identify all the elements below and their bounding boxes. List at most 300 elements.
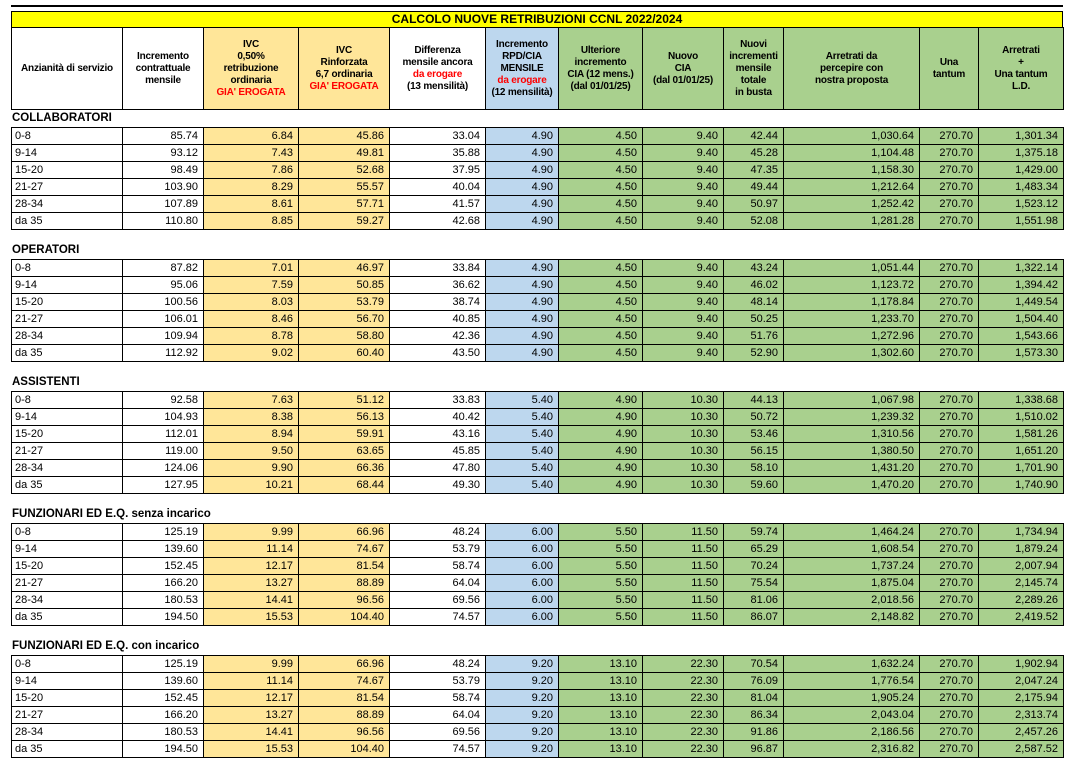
value-cell: 4.50	[559, 345, 643, 362]
value-cell: 7.43	[204, 145, 299, 162]
value-cell: 9.40	[643, 162, 724, 179]
value-cell: 4.90	[486, 294, 559, 311]
value-cell: 40.42	[390, 409, 486, 426]
value-cell: 4.90	[486, 260, 559, 277]
value-cell: 15.53	[204, 741, 299, 758]
value-cell: 4.90	[559, 409, 643, 426]
value-cell: 270.70	[920, 311, 979, 328]
value-cell: 112.92	[123, 345, 204, 362]
value-cell: 103.90	[123, 179, 204, 196]
value-cell: 6.00	[486, 541, 559, 558]
header-cell-col5	[390, 28, 486, 110]
value-cell: 270.70	[920, 558, 979, 575]
header-line: Anzianità di servizio	[21, 62, 113, 74]
value-cell: 1,573.30	[979, 345, 1064, 362]
header-row	[12, 28, 1064, 110]
value-cell: 56.15	[724, 443, 784, 460]
value-cell: 74.67	[299, 541, 390, 558]
value-cell: 4.50	[559, 213, 643, 230]
header-line: Nuovi	[740, 38, 767, 50]
value-cell: 86.34	[724, 707, 784, 724]
table-row	[12, 179, 1064, 196]
value-cell: 14.41	[204, 724, 299, 741]
value-cell: 22.30	[643, 741, 724, 758]
header-line: IVC	[242, 38, 260, 50]
table-row	[12, 656, 1064, 673]
table-row	[12, 345, 1064, 362]
value-cell: 43.50	[390, 345, 486, 362]
value-cell: 5.50	[559, 524, 643, 541]
header-line: CIA	[674, 62, 692, 74]
value-cell: 81.54	[299, 690, 390, 707]
header-line: (dal 01/01/25)	[570, 80, 631, 92]
value-cell: 5.40	[486, 460, 559, 477]
header-line: Incremento	[496, 38, 548, 50]
value-cell: 5.40	[486, 392, 559, 409]
header-line: (dal 01/01/25)	[652, 74, 713, 86]
header-line: Nuovo	[667, 50, 699, 62]
value-cell: 166.20	[123, 707, 204, 724]
row-label-cell: da 35	[12, 609, 123, 626]
table-row	[12, 443, 1064, 460]
value-cell: 86.07	[724, 609, 784, 626]
value-cell: 22.30	[643, 724, 724, 741]
header-line: RPD/CIA	[502, 50, 542, 62]
value-cell: 12.17	[204, 558, 299, 575]
header-cell-col7	[559, 28, 643, 110]
value-cell: 9.40	[643, 260, 724, 277]
value-cell: 2,419.52	[979, 609, 1064, 626]
value-cell: 1,104.48	[784, 145, 920, 162]
value-cell: 7.01	[204, 260, 299, 277]
value-cell: 55.57	[299, 179, 390, 196]
value-cell: 91.86	[724, 724, 784, 741]
header-line: da erogare	[412, 68, 463, 80]
value-cell: 22.30	[643, 656, 724, 673]
value-cell: 88.89	[299, 707, 390, 724]
value-cell: 9.20	[486, 656, 559, 673]
value-cell: 1,879.24	[979, 541, 1064, 558]
value-cell: 4.90	[559, 392, 643, 409]
row-label-cell: 9-14	[12, 145, 123, 162]
table-row	[12, 409, 1064, 426]
header-table	[11, 27, 1064, 110]
value-cell: 51.76	[724, 328, 784, 345]
value-cell: 1,431.20	[784, 460, 920, 477]
section-label: COLLABORATORI	[12, 112, 112, 124]
table-row	[12, 609, 1064, 626]
value-cell: 10.30	[643, 477, 724, 494]
row-label-cell: 9-14	[12, 541, 123, 558]
value-cell: 10.30	[643, 392, 724, 409]
value-cell: 4.50	[559, 260, 643, 277]
value-cell: 270.70	[920, 128, 979, 145]
table-row	[12, 426, 1064, 443]
value-cell: 13.10	[559, 656, 643, 673]
value-cell: 43.24	[724, 260, 784, 277]
section-table	[11, 655, 1064, 758]
value-cell: 1,543.66	[979, 328, 1064, 345]
value-cell: 40.04	[390, 179, 486, 196]
value-cell: 166.20	[123, 575, 204, 592]
value-cell: 112.01	[123, 426, 204, 443]
value-cell: 2,007.94	[979, 558, 1064, 575]
value-cell: 14.41	[204, 592, 299, 609]
header-line: Arretrati	[1002, 44, 1040, 56]
header-line: Ulteriore	[580, 44, 621, 56]
value-cell: 9.40	[643, 213, 724, 230]
row-label-cell: 0-8	[12, 524, 123, 541]
header-line: Differenza	[414, 44, 461, 56]
value-cell: 33.04	[390, 128, 486, 145]
value-cell: 270.70	[920, 477, 979, 494]
value-cell: 270.70	[920, 443, 979, 460]
value-cell: 4.50	[559, 145, 643, 162]
value-cell: 107.89	[123, 196, 204, 213]
header-line: mensile	[735, 62, 772, 74]
value-cell: 9.40	[643, 179, 724, 196]
value-cell: 8.94	[204, 426, 299, 443]
value-cell: 1,737.24	[784, 558, 920, 575]
table-row	[12, 724, 1064, 741]
value-cell: 13.10	[559, 741, 643, 758]
value-cell: 58.80	[299, 328, 390, 345]
value-cell: 270.70	[920, 260, 979, 277]
value-cell: 1,272.96	[784, 328, 920, 345]
value-cell: 1,523.12	[979, 196, 1064, 213]
value-cell: 35.88	[390, 145, 486, 162]
value-cell: 1,470.20	[784, 477, 920, 494]
value-cell: 6.00	[486, 609, 559, 626]
header-cell-col9	[724, 28, 784, 110]
header-line: CIA (12 mens.)	[567, 68, 634, 80]
table-row	[12, 260, 1064, 277]
table-row	[12, 294, 1064, 311]
value-cell: 1,449.54	[979, 294, 1064, 311]
value-cell: 10.30	[643, 460, 724, 477]
header-line: Incremento	[137, 50, 189, 62]
value-cell: 47.80	[390, 460, 486, 477]
header-line: 6,7 ordinaria	[315, 68, 373, 80]
value-cell: 13.27	[204, 707, 299, 724]
value-cell: 2,145.74	[979, 575, 1064, 592]
value-cell: 1,651.20	[979, 443, 1064, 460]
header-cell-col3	[204, 28, 299, 110]
table-row	[12, 524, 1064, 541]
table-row	[12, 707, 1064, 724]
value-cell: 1,212.64	[784, 179, 920, 196]
value-cell: 96.56	[299, 592, 390, 609]
row-label-cell: 21-27	[12, 311, 123, 328]
value-cell: 6.00	[486, 558, 559, 575]
value-cell: 85.74	[123, 128, 204, 145]
value-cell: 50.25	[724, 311, 784, 328]
value-cell: 9.20	[486, 673, 559, 690]
value-cell: 270.70	[920, 707, 979, 724]
row-label-cell: 21-27	[12, 179, 123, 196]
value-cell: 46.02	[724, 277, 784, 294]
value-cell: 5.50	[559, 592, 643, 609]
row-label-cell: 28-34	[12, 592, 123, 609]
value-cell: 6.00	[486, 524, 559, 541]
value-cell: 270.70	[920, 179, 979, 196]
value-cell: 270.70	[920, 609, 979, 626]
row-label-cell: 21-27	[12, 707, 123, 724]
value-cell: 50.85	[299, 277, 390, 294]
header-line: contrattuale	[135, 62, 191, 74]
value-cell: 1,510.02	[979, 409, 1064, 426]
value-cell: 270.70	[920, 196, 979, 213]
value-cell: 2,047.24	[979, 673, 1064, 690]
value-cell: 2,289.26	[979, 592, 1064, 609]
value-cell: 1,902.94	[979, 656, 1064, 673]
value-cell: 9.20	[486, 741, 559, 758]
table-row	[12, 690, 1064, 707]
row-label-cell: 0-8	[12, 656, 123, 673]
value-cell: 11.50	[643, 541, 724, 558]
value-cell: 74.57	[390, 741, 486, 758]
header-line: ordinaria	[230, 74, 272, 86]
value-cell: 64.04	[390, 575, 486, 592]
row-label-cell: 15-20	[12, 162, 123, 179]
table-row	[12, 145, 1064, 162]
value-cell: 1,734.94	[979, 524, 1064, 541]
section-label: OPERATORI	[12, 244, 80, 256]
header-line: (13 mensilità)	[406, 80, 469, 92]
value-cell: 4.90	[486, 311, 559, 328]
value-cell: 4.50	[559, 311, 643, 328]
header-line: GIA' EROGATA	[216, 86, 286, 98]
value-cell: 96.56	[299, 724, 390, 741]
value-cell: 270.70	[920, 541, 979, 558]
value-cell: 9.90	[204, 460, 299, 477]
value-cell: 2,175.94	[979, 690, 1064, 707]
value-cell: 1,632.24	[784, 656, 920, 673]
value-cell: 270.70	[920, 277, 979, 294]
value-cell: 69.56	[390, 592, 486, 609]
table-row	[12, 460, 1064, 477]
value-cell: 2,313.74	[979, 707, 1064, 724]
value-cell: 52.68	[299, 162, 390, 179]
value-cell: 66.36	[299, 460, 390, 477]
section-label: FUNZIONARI ED E.Q. senza incarico	[12, 508, 211, 520]
value-cell: 48.24	[390, 524, 486, 541]
value-cell: 45.28	[724, 145, 784, 162]
value-cell: 58.74	[390, 558, 486, 575]
section-label: FUNZIONARI ED E.Q. con incarico	[12, 640, 200, 652]
header-line: 0,50%	[237, 50, 265, 62]
value-cell: 1,178.84	[784, 294, 920, 311]
value-cell: 6.00	[486, 592, 559, 609]
value-cell: 9.99	[204, 524, 299, 541]
header-line: Rinforzata	[320, 56, 368, 68]
value-cell: 4.90	[486, 145, 559, 162]
value-cell: 8.61	[204, 196, 299, 213]
value-cell: 4.90	[559, 426, 643, 443]
table-row	[12, 162, 1064, 179]
table-row	[12, 741, 1064, 758]
header-line: Una tantum	[994, 68, 1048, 80]
value-cell: 13.10	[559, 690, 643, 707]
value-cell: 270.70	[920, 409, 979, 426]
value-cell: 50.72	[724, 409, 784, 426]
table-row	[12, 575, 1064, 592]
header-cell-col10	[784, 28, 920, 110]
value-cell: 270.70	[920, 673, 979, 690]
value-cell: 5.40	[486, 426, 559, 443]
value-cell: 56.70	[299, 311, 390, 328]
value-cell: 8.85	[204, 213, 299, 230]
value-cell: 53.46	[724, 426, 784, 443]
value-cell: 11.50	[643, 524, 724, 541]
value-cell: 270.70	[920, 575, 979, 592]
table-row	[12, 592, 1064, 609]
value-cell: 4.50	[559, 277, 643, 294]
value-cell: 70.24	[724, 558, 784, 575]
value-cell: 53.79	[390, 673, 486, 690]
row-label-cell: 15-20	[12, 690, 123, 707]
value-cell: 4.90	[559, 477, 643, 494]
header-line: in busta	[735, 86, 772, 98]
value-cell: 9.40	[643, 328, 724, 345]
value-cell: 37.95	[390, 162, 486, 179]
value-cell: 8.78	[204, 328, 299, 345]
value-cell: 46.97	[299, 260, 390, 277]
value-cell: 5.50	[559, 558, 643, 575]
value-cell: 270.70	[920, 724, 979, 741]
value-cell: 49.30	[390, 477, 486, 494]
value-cell: 40.85	[390, 311, 486, 328]
value-cell: 1,252.42	[784, 196, 920, 213]
value-cell: 104.93	[123, 409, 204, 426]
value-cell: 45.86	[299, 128, 390, 145]
value-cell: 10.30	[643, 426, 724, 443]
value-cell: 22.30	[643, 673, 724, 690]
value-cell: 1,504.40	[979, 311, 1064, 328]
row-label-cell: 0-8	[12, 128, 123, 145]
row-label-cell: 15-20	[12, 426, 123, 443]
value-cell: 42.44	[724, 128, 784, 145]
row-label-cell: 28-34	[12, 328, 123, 345]
value-cell: 1,905.24	[784, 690, 920, 707]
value-cell: 8.29	[204, 179, 299, 196]
value-cell: 9.40	[643, 345, 724, 362]
row-label-cell: 21-27	[12, 443, 123, 460]
row-label-cell: 9-14	[12, 673, 123, 690]
value-cell: 7.86	[204, 162, 299, 179]
value-cell: 2,457.26	[979, 724, 1064, 741]
value-cell: 270.70	[920, 328, 979, 345]
value-cell: 110.80	[123, 213, 204, 230]
section-table	[11, 391, 1064, 494]
value-cell: 4.50	[559, 179, 643, 196]
value-cell: 10.21	[204, 477, 299, 494]
header-line: Arretrati da	[825, 50, 878, 62]
table-row	[12, 673, 1064, 690]
value-cell: 1,322.14	[979, 260, 1064, 277]
value-cell: 5.40	[486, 477, 559, 494]
value-cell: 59.91	[299, 426, 390, 443]
value-cell: 48.24	[390, 656, 486, 673]
value-cell: 1,875.04	[784, 575, 920, 592]
value-cell: 4.90	[486, 179, 559, 196]
section-table	[11, 127, 1064, 230]
value-cell: 56.13	[299, 409, 390, 426]
value-cell: 4.50	[559, 294, 643, 311]
value-cell: 2,018.56	[784, 592, 920, 609]
value-cell: 63.65	[299, 443, 390, 460]
table-row	[12, 311, 1064, 328]
value-cell: 125.19	[123, 524, 204, 541]
value-cell: 9.02	[204, 345, 299, 362]
value-cell: 270.70	[920, 592, 979, 609]
value-cell: 15.53	[204, 609, 299, 626]
value-cell: 104.40	[299, 741, 390, 758]
value-cell: 106.01	[123, 311, 204, 328]
value-cell: 180.53	[123, 592, 204, 609]
value-cell: 100.56	[123, 294, 204, 311]
value-cell: 270.70	[920, 213, 979, 230]
value-cell: 88.89	[299, 575, 390, 592]
value-cell: 81.04	[724, 690, 784, 707]
value-cell: 92.58	[123, 392, 204, 409]
value-cell: 4.90	[559, 443, 643, 460]
header-cell-col11	[920, 28, 979, 110]
value-cell: 81.06	[724, 592, 784, 609]
value-cell: 109.94	[123, 328, 204, 345]
value-cell: 43.16	[390, 426, 486, 443]
value-cell: 11.14	[204, 541, 299, 558]
value-cell: 66.96	[299, 524, 390, 541]
value-cell: 7.63	[204, 392, 299, 409]
value-cell: 58.74	[390, 690, 486, 707]
value-cell: 74.57	[390, 609, 486, 626]
value-cell: 1,776.54	[784, 673, 920, 690]
value-cell: 59.60	[724, 477, 784, 494]
value-cell: 4.90	[486, 345, 559, 362]
value-cell: 68.44	[299, 477, 390, 494]
value-cell: 33.84	[390, 260, 486, 277]
value-cell: 1,375.18	[979, 145, 1064, 162]
value-cell: 270.70	[920, 656, 979, 673]
header-line: incrementi	[729, 50, 778, 62]
value-cell: 65.29	[724, 541, 784, 558]
table-row	[12, 558, 1064, 575]
header-cell-col4	[299, 28, 390, 110]
value-cell: 1,051.44	[784, 260, 920, 277]
value-cell: 270.70	[920, 741, 979, 758]
section-table	[11, 523, 1064, 626]
value-cell: 22.30	[643, 690, 724, 707]
row-label-cell: 28-34	[12, 460, 123, 477]
value-cell: 52.90	[724, 345, 784, 362]
header-line: nostra proposta	[814, 74, 889, 86]
value-cell: 11.50	[643, 575, 724, 592]
value-cell: 1,281.28	[784, 213, 920, 230]
value-cell: 74.67	[299, 673, 390, 690]
value-cell: 41.57	[390, 196, 486, 213]
row-label-cell: da 35	[12, 477, 123, 494]
value-cell: 1,301.34	[979, 128, 1064, 145]
top-rule-divider	[11, 5, 1063, 7]
value-cell: 4.90	[559, 460, 643, 477]
value-cell: 1,067.98	[784, 392, 920, 409]
value-cell: 42.36	[390, 328, 486, 345]
value-cell: 1,380.50	[784, 443, 920, 460]
header-line: mensile	[145, 74, 181, 86]
value-cell: 4.50	[559, 196, 643, 213]
value-cell: 1,483.34	[979, 179, 1064, 196]
